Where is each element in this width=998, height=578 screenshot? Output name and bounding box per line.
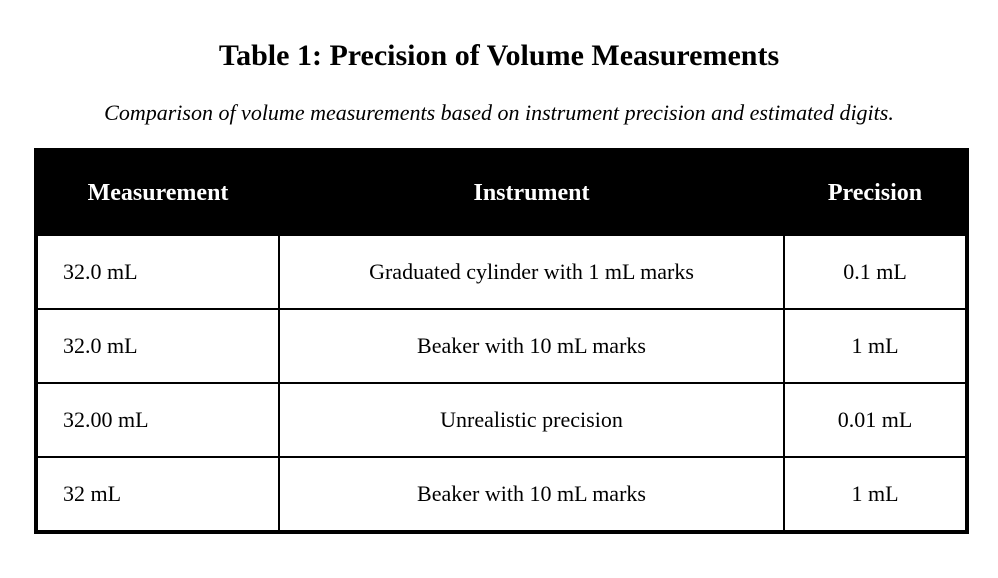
table-row xyxy=(36,235,967,309)
cell-instrument: Unrealistic precision xyxy=(279,383,784,457)
table-row xyxy=(36,309,967,383)
cell-precision: 0.01 mL xyxy=(784,383,967,457)
cell-precision: 0.1 mL xyxy=(784,235,967,309)
header-cell-measurement: Measurement xyxy=(36,150,279,235)
table-header-row xyxy=(36,150,967,235)
cell-measurement: 32 mL xyxy=(36,457,279,532)
cell-instrument: Beaker with 10 mL marks xyxy=(279,309,784,383)
cell-measurement: 32.00 mL xyxy=(36,383,279,457)
precision-table xyxy=(34,148,969,534)
table-row xyxy=(36,383,967,457)
table-title: Table 1: Precision of Volume Measurements xyxy=(218,39,780,72)
cell-measurement: 32.0 mL xyxy=(36,235,279,309)
cell-instrument: Beaker with 10 mL marks xyxy=(279,457,784,532)
cell-instrument: Graduated cylinder with 1 mL marks xyxy=(279,235,784,309)
header-cell-instrument: Instrument xyxy=(279,150,784,235)
header-cell-precision: Precision xyxy=(784,150,967,235)
table-caption: Comparison of volume measurements based on instrument precision and estimated digits. xyxy=(104,100,894,125)
table-row xyxy=(36,457,967,532)
cell-precision: 1 mL xyxy=(784,309,967,383)
cell-precision: 1 mL xyxy=(784,457,967,532)
cell-measurement: 32.0 mL xyxy=(36,309,279,383)
